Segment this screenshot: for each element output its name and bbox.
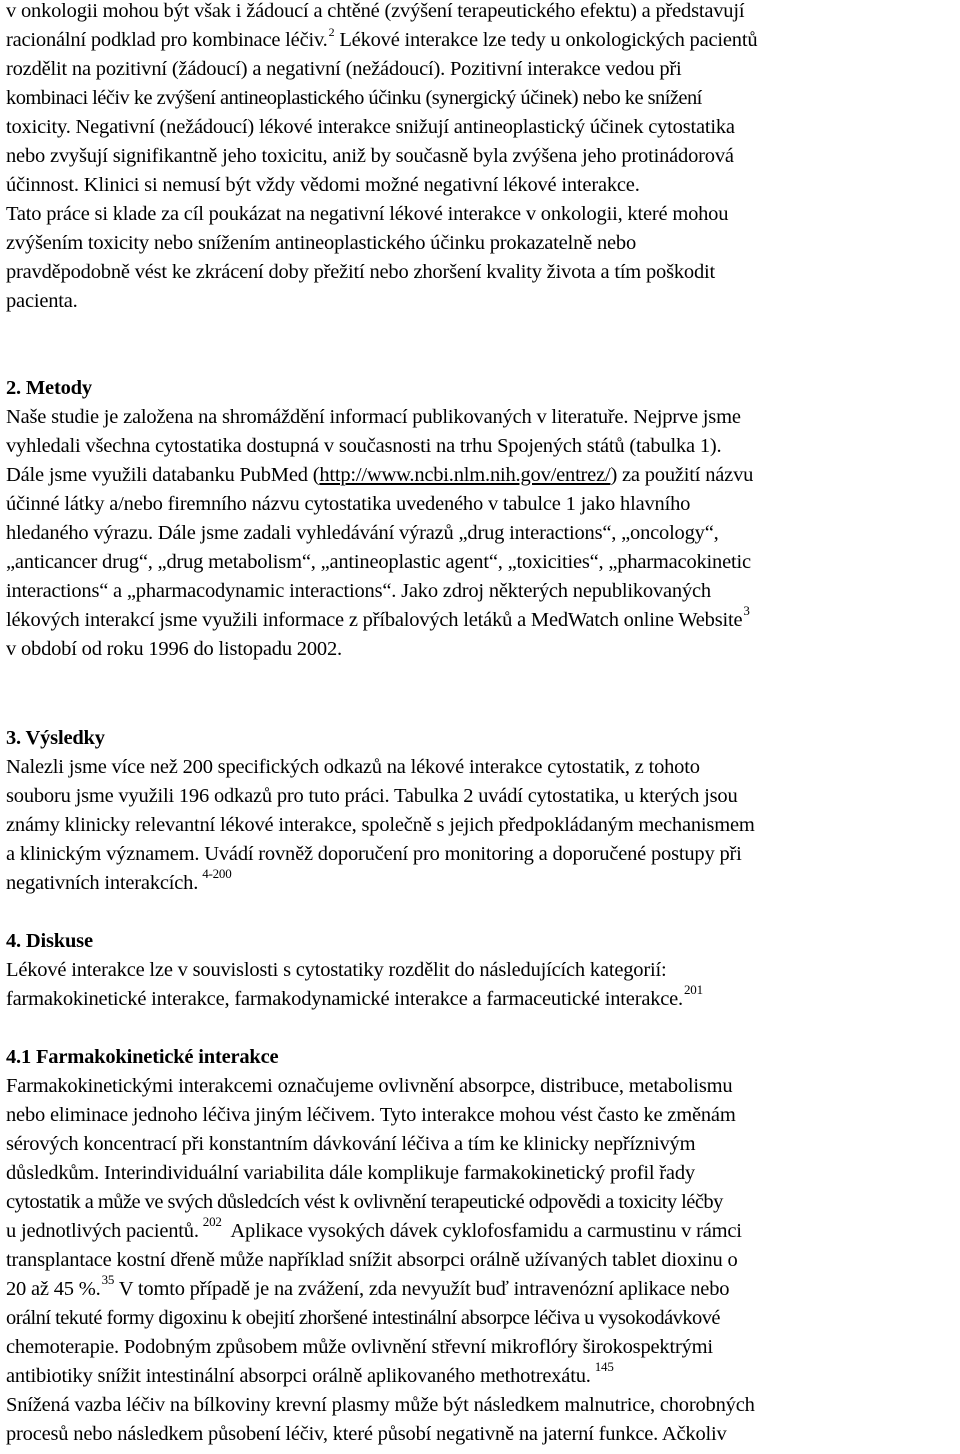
citation-superscript: 4-200	[199, 866, 232, 881]
text-line: interactions“ a „pharmacodynamic interactions“. Jako zdroj některých nepublikovaných	[6, 580, 711, 602]
section-heading: 4.1 Farmakokinetické interakce	[6, 1046, 279, 1068]
text-line: Naše studie je založena na shromáždění informací publikovaných v literatuře. Nejprve jsme	[6, 406, 741, 428]
text-line: v období od roku 1996 do listopadu 2002.	[6, 638, 342, 660]
text-line: orální tekuté formy digoxinu k obejití zhoršené intestinální absorpce léčiva u vysokodávkové	[6, 1307, 720, 1329]
text-line: účinné látky a/nebo firemního názvu cytostatika uvedeného v tabulce 1 jako hlavního	[6, 493, 691, 515]
citation-superscript: 3	[743, 603, 750, 618]
text-line: „anticancer drug“, „drug metabolism“, „antineoplastic agent“, „toxicities“, „pharmacokinetic	[6, 551, 751, 573]
text-line: procesů nebo následkem působení léčiv, které působí negativně na jaterní funkce. Ačkoliv	[6, 1423, 727, 1445]
text-line: negativních interakcích. $^{4-200}$	[6, 866, 232, 894]
text-line: nebo eliminace jednoho léčiva jiným léčivem. Tyto interakce mohou vést často ke změnám	[6, 1104, 736, 1126]
text-line: cytostatik a může ve svých důsledcích vést k ovlivnění terapeutické odpovědi a toxicity léčby	[6, 1191, 723, 1213]
section-heading: 3. Výsledky	[6, 727, 105, 749]
text-line: Dále jsme využili databanku PubMed (http://www.ncbi.nlm.nih.gov/entrez/) za použití názvu	[6, 464, 754, 486]
text-line: transplantace kostní dřeně může například snížit absorpci orálně užívaných tablet dioxinu o	[6, 1249, 738, 1271]
text-line: Nalezli jsme více než 200 specifických odkazů na lékové interakce cytostatik, z tohoto	[6, 756, 700, 778]
pubmed-link[interactable]: http://www.ncbi.nlm.nih.gov/entrez/	[319, 464, 611, 486]
text-line: antibiotiky snížit intestinální absorpci orálně aplikovaného methotrexátu. $^{145}$	[6, 1359, 614, 1387]
text-line: Lékové interakce lze v souvislosti s cytostatiky rozdělit do následujících kategorií:	[6, 959, 667, 981]
citation-superscript: 2	[328, 25, 335, 39]
text-line: sérových koncentrací při konstantním dávkování léčiva a tím ke klinicky nepříznivým	[6, 1133, 696, 1155]
text-line: v onkologii mohou být však i žádoucí a chtěné (zvýšení terapeutického efektu) a představují	[6, 0, 745, 22]
section-heading: 4. Diskuse	[6, 930, 93, 952]
text-line: hledaného výrazu. Dále jsme zadali vyhledávání výrazů „drug interactions“, „oncology“,	[6, 522, 719, 544]
text-line: farmakokinetické interakce, farmakodynamické interakce a farmaceutické interakce.$^{201}$	[6, 982, 703, 1010]
text-line: chemoterapie. Podobným způsobem může ovlivnění střevní mikroflóry širokospektrými	[6, 1336, 713, 1358]
section-heading: 2. Metody	[6, 377, 92, 399]
text-line: vyhledali všechna cytostatika dostupná v současnosti na trhu Spojených států (tabulka 1).	[6, 435, 722, 457]
text-line: toxicity. Negativní (nežádoucí) lékové interakce snižují antineoplastický účinek cytostatika	[6, 116, 735, 138]
text-line: racionální podklad pro kombinace léčiv.$^2$ Lékové interakce lze tedy u onkologických pacientů	[6, 25, 758, 51]
text-line: Farmakokinetickými interakcemi označujeme ovlivnění absorpce, distribuce, metabolismu	[6, 1075, 733, 1097]
text-line: lékových interakcí jsme využili informace z příbalových letáků a MedWatch online Website$^3$	[6, 603, 750, 631]
text-line: u jednotlivých pacientů. $^{202}$ Aplikace vysokých dávek cyklofosfamidu a carmustinu v rámci	[6, 1214, 742, 1242]
text-line: známy klinicky relevantní lékové interakce, společně s jejich předpokládaným mechanismem	[6, 814, 755, 836]
text-line: Tato práce si klade za cíl poukázat na negativní lékové interakce v onkologii, které mohou	[6, 203, 729, 225]
text-line: a klinickým významem. Uvádí rovněž doporučení pro monitoring a doporučené postupy při	[6, 843, 742, 865]
citation-superscript: 145	[591, 1359, 614, 1374]
text-line: důsledkům. Interindividuální variabilita dále komplikuje farmakokinetický profil řady	[6, 1162, 695, 1184]
text-line: souboru jsme využili 196 odkazů pro tuto práci. Tabulka 2 uvádí cytostatika, u kterých jsou	[6, 785, 738, 807]
text-line: 20 až 45 %.$^{35}$ V tomto případě je na zvážení, zda nevyužít buď intravenózní aplikace nebo	[6, 1272, 730, 1300]
citation-superscript: 35	[101, 1272, 115, 1287]
text-line: rozdělit na pozitivní (žádoucí) a negativní (nežádoucí). Pozitivní interakce vedou při	[6, 58, 682, 80]
text-line: pravděpodobně vést ke zkrácení doby přežití nebo zhoršení kvality života a tím poškodit	[6, 261, 715, 283]
citation-superscript: 201	[684, 982, 703, 997]
text-line: zvýšením toxicity nebo snížením antineoplastického účinku prokazatelně nebo	[6, 232, 636, 254]
text-line: pacienta.	[6, 290, 78, 312]
text-line: účinnost. Klinici si nemusí být vždy vědomi možné negativní lékové interakce.	[6, 174, 640, 196]
text-line: nebo zvyšují signifikantně jeho toxicitu, aniž by současně byla zvýšena jeho protinádorová	[6, 145, 734, 167]
text-line: Snížená vazba léčiv na bílkoviny krevní plasmy může být následkem malnutrice, chorobných	[6, 1394, 755, 1416]
text-line: kombinaci léčiv ke zvýšení antineoplastického účinku (synergický účinek) nebo ke snížení	[6, 87, 702, 109]
citation-superscript: 202	[199, 1214, 222, 1229]
